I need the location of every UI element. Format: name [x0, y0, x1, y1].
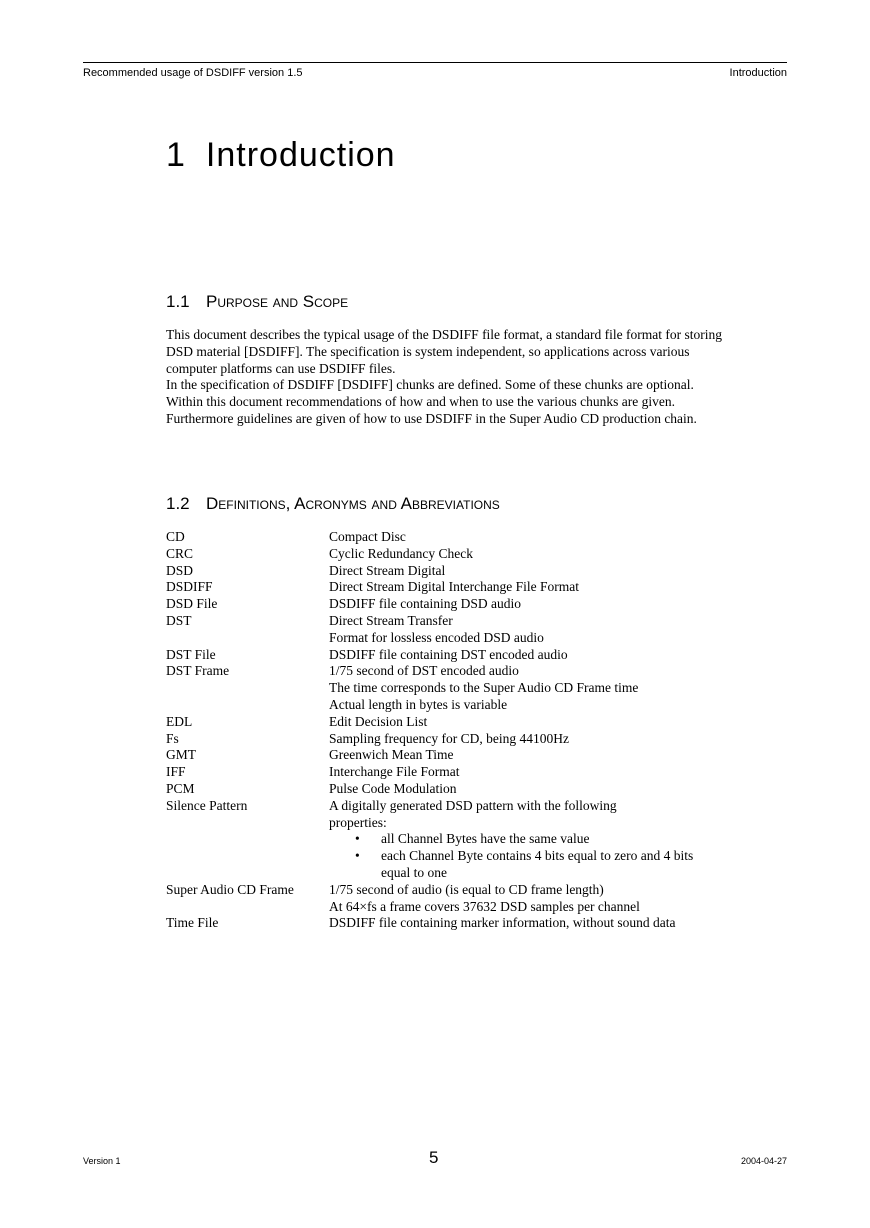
definition-term: CD	[166, 529, 185, 544]
definition-description	[329, 764, 746, 781]
definition-term: DSDIFF	[166, 579, 213, 595]
definition-line: 1/75 second of DST encoded audio	[329, 663, 519, 679]
definition-line: Direct Stream Digital	[329, 562, 446, 578]
definition-row	[166, 613, 746, 647]
definition-term: Silence Pattern	[166, 797, 248, 813]
chapter-number: 1	[166, 136, 186, 174]
definition-line: DSDIFF file containing marker information, without sound data	[329, 915, 676, 931]
definition-term: Fs	[166, 730, 179, 746]
definition-description	[329, 647, 746, 664]
section-title: Definitions, Acronyms and Abbreviations	[206, 494, 500, 513]
definition-line: The time corresponds to the Super Audio CD Frame time	[329, 680, 639, 696]
bullet-item	[329, 848, 721, 882]
definition-line: A digitally generated DSD pattern with the following	[329, 797, 617, 813]
definition-line: Edit Decision List	[329, 713, 428, 729]
page-number: 5	[429, 1148, 439, 1167]
definition-row	[166, 579, 746, 596]
definition-description	[329, 563, 746, 580]
definition-line: Interchange File Format	[329, 764, 460, 780]
definition-row	[166, 882, 746, 916]
definition-term: EDL	[166, 713, 193, 729]
paragraph: Furthermore guidelines are given of how to use DSDIFF in the Super Audio CD production chain.	[166, 410, 697, 426]
paragraph: This document describes the typical usage of the DSDIFF file format, a standard file format for storing DSD material [DSDIFF]. The specification is system independent, so applications across various computer platforms can use DSDIFF files.	[166, 327, 722, 376]
page-header	[83, 62, 787, 79]
definition-term: GMT	[166, 747, 196, 763]
section-heading-purpose-scope	[166, 292, 348, 312]
definition-row	[166, 663, 746, 713]
chapter-title: Introduction	[205, 136, 396, 174]
definition-line: DSDIFF file containing DSD audio	[329, 596, 521, 612]
section-number: 1.2	[166, 494, 190, 513]
footer-date: 2004-04-27	[740, 1156, 787, 1166]
paragraph: In the specification of DSDIFF [DSDIFF] chunks are defined. Some of these chunks are optional. Within this document recommendations of how and when to use the various chunks are given.	[166, 377, 694, 410]
definition-term: CRC	[166, 545, 194, 561]
definition-term: DSD	[166, 562, 194, 578]
definition-line: DSDIFF file containing DST encoded audio	[329, 646, 568, 662]
definition-description	[329, 714, 746, 731]
definition-description	[329, 915, 746, 932]
definition-row	[166, 563, 746, 580]
bullet-item	[329, 831, 721, 848]
definition-term: Super Audio CD Frame	[166, 881, 294, 897]
definition-row	[166, 781, 746, 798]
definition-term: DST Frame	[166, 663, 230, 679]
bullet-text: all Channel Bytes have the same value	[381, 831, 590, 847]
definition-line: Sampling frequency for CD, being 44100Hz	[329, 730, 569, 746]
header-document-title: Recommended usage of DSDIFF version 1.5	[83, 67, 303, 79]
chapter-heading	[166, 136, 396, 175]
definitions-list	[166, 529, 746, 932]
definition-line: Format for lossless encoded DSD audio	[329, 629, 544, 645]
definition-line: properties:	[329, 814, 387, 830]
definition-description	[329, 613, 746, 647]
bullet-icon: •	[355, 848, 360, 864]
definition-line: Greenwich Mean Time	[329, 747, 454, 763]
definition-description	[329, 747, 746, 764]
definition-line: Direct Stream Digital Interchange File Format	[329, 579, 580, 595]
definition-line: Pulse Code Modulation	[329, 780, 457, 796]
definition-row	[166, 731, 746, 748]
definition-description	[329, 596, 746, 613]
definition-description	[329, 663, 746, 713]
definition-line: Direct Stream Transfer	[329, 612, 453, 628]
definition-row	[166, 546, 746, 563]
definition-term: DST	[166, 612, 192, 628]
definition-line: At 64×fs a frame covers 37632 DSD samples per channel	[329, 898, 640, 914]
definition-term: Time File	[166, 915, 219, 931]
footer-version: Version 1	[83, 1156, 121, 1166]
definition-row	[166, 764, 746, 781]
definition-line: Compact Disc	[329, 529, 406, 544]
definition-term: DST File	[166, 646, 216, 662]
definition-description	[329, 529, 746, 546]
definition-row	[166, 647, 746, 664]
definition-description	[329, 579, 746, 596]
definition-line: Cyclic Redundancy Check	[329, 545, 473, 561]
header-chapter-name: Introduction	[729, 67, 787, 79]
definition-term: IFF	[166, 764, 186, 780]
definition-term: PCM	[166, 780, 195, 796]
definition-description	[329, 781, 746, 798]
definition-row	[166, 596, 746, 613]
definition-row	[166, 529, 746, 546]
definition-row	[166, 747, 746, 764]
bullet-list	[329, 831, 746, 881]
definition-row	[166, 915, 746, 932]
purpose-scope-text	[166, 327, 726, 428]
bullet-icon: •	[355, 831, 360, 847]
definition-row	[166, 714, 746, 731]
section-number: 1.1	[166, 292, 190, 311]
definition-description	[329, 882, 746, 916]
definition-term: DSD File	[166, 596, 218, 612]
section-heading-definitions	[166, 494, 500, 514]
definition-description	[329, 546, 746, 563]
definition-description	[329, 731, 746, 748]
definition-line: 1/75 second of audio (is equal to CD frame length)	[329, 881, 604, 897]
definition-row	[166, 798, 746, 882]
definition-line: Actual length in bytes is variable	[329, 696, 508, 712]
definition-description	[329, 798, 746, 882]
section-title: Purpose and Scope	[206, 292, 349, 311]
bullet-text: each Channel Byte contains 4 bits equal to zero and 4 bits equal to one	[381, 848, 694, 880]
